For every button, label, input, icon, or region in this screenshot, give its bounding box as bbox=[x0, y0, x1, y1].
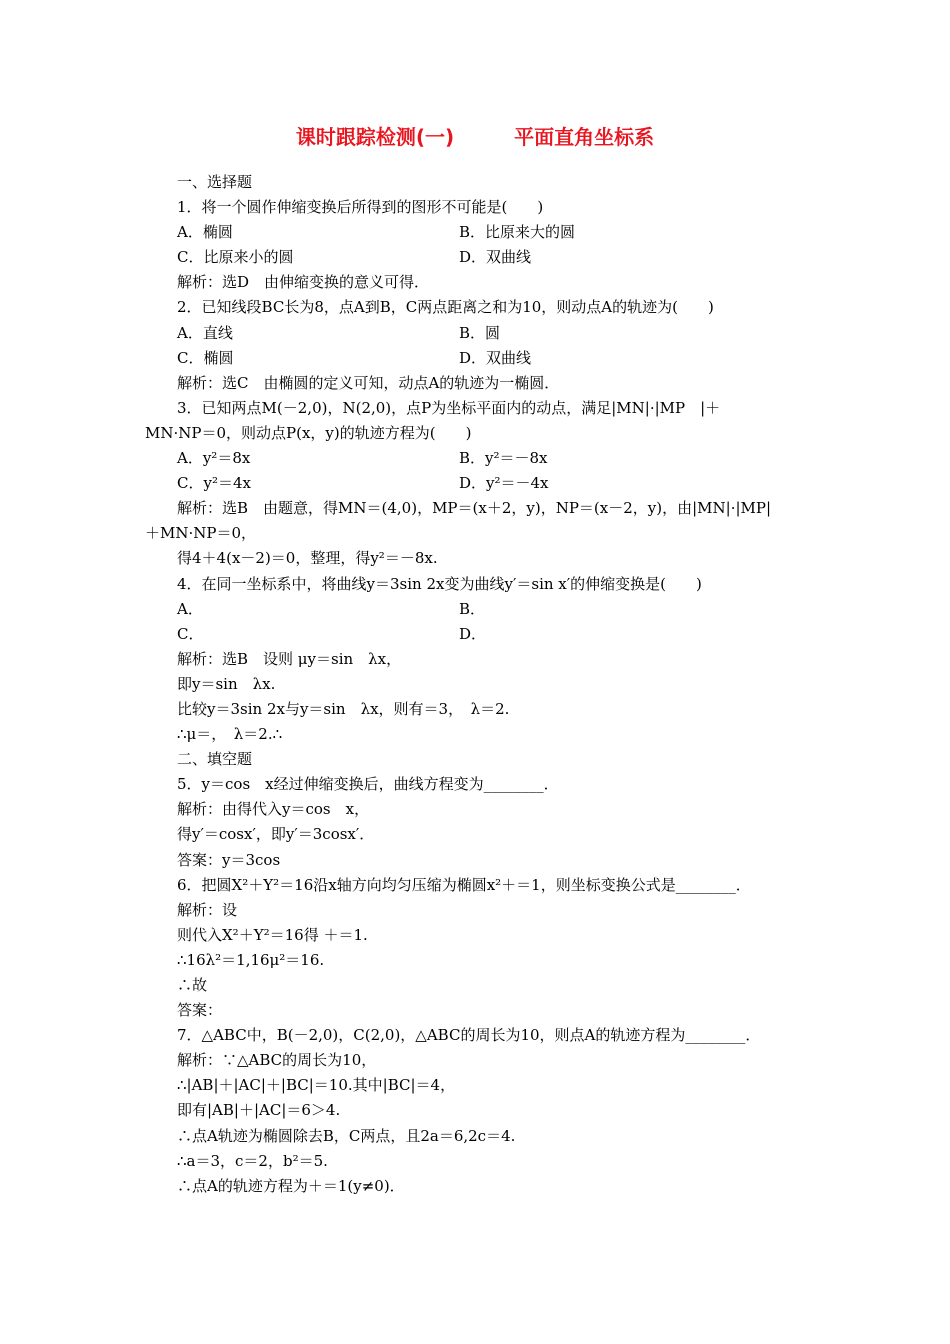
text-line: 2．已知线段BC长为8，点A到B，C两点距离之和为10，则动点A的轨迹为( ) bbox=[177, 298, 714, 317]
option-left: A．直线 bbox=[177, 323, 233, 342]
text-line: ∴μ＝， λ＝2.∴ bbox=[177, 725, 283, 744]
option-right: D． bbox=[459, 624, 487, 643]
text-line: 一、选择题 bbox=[177, 173, 253, 191]
text-line: ∴16λ²＝1,16μ²＝16. bbox=[177, 950, 325, 969]
option-row bbox=[145, 245, 810, 270]
option-row bbox=[145, 446, 810, 471]
option-right: B． bbox=[459, 599, 486, 618]
option-left: C．椭圆 bbox=[177, 348, 234, 367]
option-right: B．圆 bbox=[459, 323, 501, 342]
text-line: 5．y＝cos x经过伸缩变换后，曲线方程变为________． bbox=[177, 775, 559, 794]
text-line: ∴|AB|＋|AC|＋|BC|＝10.其中|BC|＝4， bbox=[177, 1076, 456, 1095]
text-line: ∴点A的轨迹方程为＋＝1(y≠0)． bbox=[177, 1176, 405, 1195]
text-line: MN·NP＝0，则动点P(x，y)的轨迹方程为( ) bbox=[145, 423, 472, 442]
text-line: ＋MN·NP＝0， bbox=[145, 524, 257, 543]
option-left: A． bbox=[177, 599, 203, 618]
text-line: 即有|AB|＋|AC|＝6＞4. bbox=[177, 1101, 341, 1120]
option-row bbox=[145, 622, 810, 647]
text-line: ∴故 bbox=[177, 976, 208, 994]
text-line: 即y＝sin λx. bbox=[177, 674, 276, 693]
text-line: 比较y＝3sin 2x与y＝sin λx，则有＝3， λ＝2. bbox=[177, 699, 510, 718]
option-left: C．y²＝4x bbox=[177, 474, 251, 493]
option-right: B．比原来大的圆 bbox=[459, 223, 576, 242]
text-line: ∴a＝3，c＝2，b²＝5. bbox=[177, 1151, 328, 1170]
text-line: 答案： bbox=[177, 1001, 223, 1020]
option-row bbox=[145, 220, 810, 245]
text-line: 6．把圆X²＋Y²＝16沿x轴方向均匀压缩为椭圆x²＋＝1，则坐标变换公式是________． bbox=[177, 875, 751, 894]
text-line: 得4＋4(x－2)＝0，整理，得y²＝－8x. bbox=[177, 549, 438, 568]
text-line: 解析：∵△ABC的周长为10， bbox=[177, 1051, 377, 1070]
text-line: 答案：y＝3cos bbox=[177, 850, 281, 869]
text-line: 解析：选B 由题意，得MN＝(4,0)，MP＝(x＋2，y)，NP＝(x－2，y)，由|MN|·|MP| bbox=[177, 499, 772, 518]
option-row bbox=[145, 346, 810, 371]
option-left: C．比原来小的圆 bbox=[177, 248, 294, 267]
option-right: B．y²＝－8x bbox=[459, 449, 548, 468]
text-line: 解析：选B 设则 μy＝sin λx， bbox=[177, 649, 402, 668]
text-line: 解析：选C 由椭圆的定义可知，动点A的轨迹为一椭圆． bbox=[177, 373, 560, 392]
text-line: 3．已知两点M(－2,0)，N(2,0)，点P为坐标平面内的动点，满足|MN|·|MP |＋ bbox=[177, 398, 721, 417]
text-line: 解析：由得代入y＝cos x， bbox=[177, 800, 370, 819]
title-part-2: 平面直角坐标系 bbox=[514, 125, 655, 149]
option-left: A．椭圆 bbox=[177, 223, 233, 242]
option-row bbox=[145, 471, 810, 496]
text-line: 1．将一个圆作伸缩变换后所得到的图形不可能是( ) bbox=[177, 198, 544, 217]
option-right: D．y²＝－4x bbox=[459, 474, 549, 493]
option-right: D．双曲线 bbox=[459, 248, 532, 267]
option-row bbox=[145, 597, 810, 622]
option-row bbox=[145, 321, 810, 346]
text-line: 4．在同一坐标系中，将曲线y＝3sin 2x变为曲线y′＝sin x′的伸缩变换是( ) bbox=[177, 574, 702, 593]
option-left: C． bbox=[177, 624, 204, 643]
title-part-1: 课时跟踪检测(一) bbox=[295, 125, 455, 149]
option-right: D．双曲线 bbox=[459, 348, 532, 367]
text-line: 7．△ABC中，B(－2,0)，C(2,0)，△ABC的周长为10，则点A的轨迹方程为________． bbox=[177, 1026, 761, 1045]
text-line: ∴点A轨迹为椭圆除去B，C两点，且2a＝6,2c＝4. bbox=[177, 1126, 516, 1145]
text-line: 得y′＝cosx′，即y′＝3cosx′． bbox=[177, 825, 375, 844]
document-body bbox=[145, 170, 810, 1199]
page-title bbox=[0, 124, 950, 150]
option-left: A．y²＝8x bbox=[177, 449, 251, 468]
text-line: 二、填空题 bbox=[177, 750, 253, 769]
text-line: 解析：选D 由伸缩变换的意义可得． bbox=[177, 273, 430, 292]
text-line: 则代入X²＋Y²＝16得 ＋＝1. bbox=[177, 925, 368, 944]
text-line: 解析：设 bbox=[177, 900, 238, 919]
